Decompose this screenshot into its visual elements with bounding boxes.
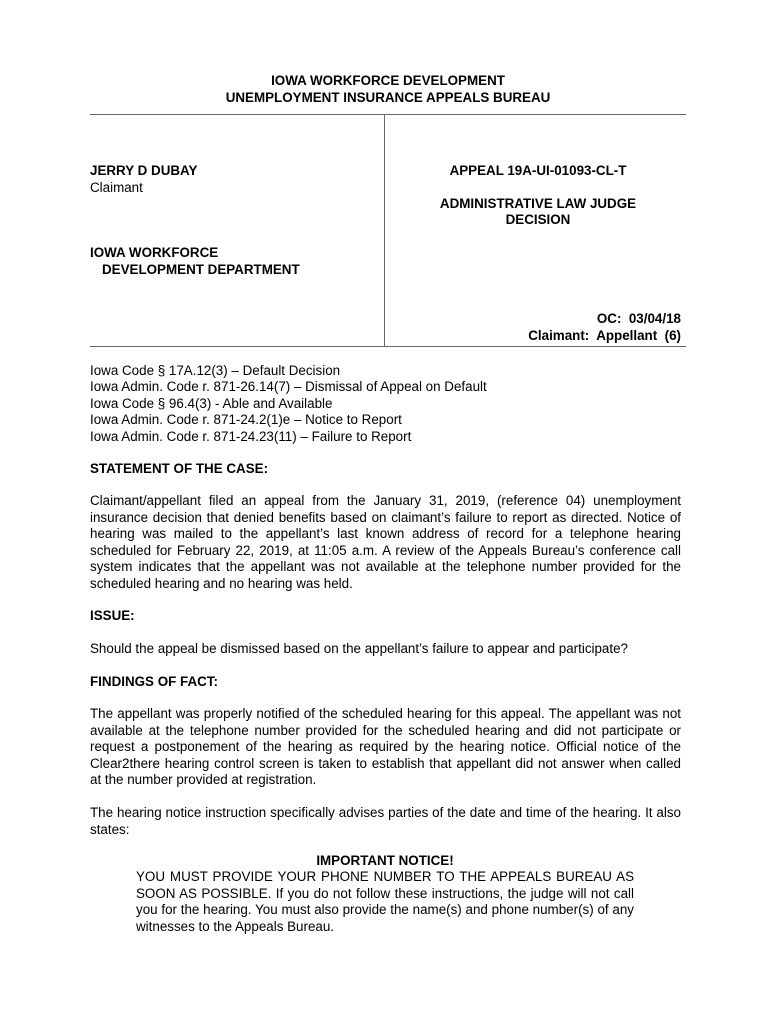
issue-heading: ISSUE: [90,608,135,623]
issue-paragraph: Should the appeal be dismissed based on the appellant’s failure to appear and participate? [90,641,628,656]
citation-3: Iowa Code § 96.4(3) - Able and Available [90,396,333,411]
findings-heading: FINDINGS OF FACT: [90,674,218,689]
citation-5: Iowa Admin. Code r. 871-24.23(11) – Failure to Report [90,429,412,444]
caption-bottom-rule [90,346,686,347]
statement-paragraph: Claimant/appellant filed an appeal from the January 31, 2019, (reference 04) unemployment insurance decision that denied benefits based on claimant’s failure to report as directed. Notice of hearing was mailed to the appellant’s last known address of record for a telephone hearing scheduled for February 22, 2019, at 11:05 a.m. A review of the Appeals Bureau’s conference call system indicates that the appellant was not available at the telephone number provided for the scheduled hearing and no hearing was held. [90,493,681,591]
caption-divider [384,114,385,346]
appeal-number: APPEAL 19A-UI-01093-CL-T [449,163,627,178]
claimant-status: Claimant: Appellant (6) [528,328,681,343]
employer-name-line1: IOWA WORKFORCE [90,245,219,260]
notice-heading: IMPORTANT NOTICE! [316,853,454,868]
decision-title-line2: DECISION [505,212,571,227]
findings-paragraph-2: The hearing notice instruction specifically advises parties of the date and time of the hearing. It also states: [90,805,681,837]
agency-title: IOWA WORKFORCE DEVELOPMENT [271,73,505,88]
oc-date: OC: 03/04/18 [596,311,681,326]
decision-title-line1: ADMINISTRATIVE LAW JUDGE [439,196,637,211]
citation-4: Iowa Admin. Code r. 871-24.2(1)e – Notice to Report [90,412,402,427]
notice-paragraph: YOU MUST PROVIDE YOUR PHONE NUMBER TO THE APPEALS BUREAU AS SOON AS POSSIBLE. If you do not follow these instructions, the judge will not call you for the hearing. You must also provide the name(s) and phone number(s) of any witnesses to the Appeals Bureau. [136,869,634,934]
claimant-name: JERRY D DUBAY [90,163,198,178]
claimant-role: Claimant [90,180,143,195]
citation-1: Iowa Code § 17A.12(3) – Default Decision [90,363,341,378]
statement-heading: STATEMENT OF THE CASE: [90,461,269,476]
employer-name-line2: DEVELOPMENT DEPARTMENT [102,262,300,277]
citation-2: Iowa Admin. Code r. 871-26.14(7) – Dismissal of Appeal on Default [90,379,487,394]
bureau-title: UNEMPLOYMENT INSURANCE APPEALS BUREAU [225,90,551,105]
caption-top-rule [90,114,686,115]
findings-paragraph-1: The appellant was properly notified of the scheduled hearing for this appeal. The appellant was not available at the telephone number provided for the scheduled hearing and did not participate or request a postponement of the hearing as required by the hearing notice. Official notice of the Clear2there hearing control screen is taken to establish that appellant did not answer when called at the number provided at registration. [90,706,681,787]
